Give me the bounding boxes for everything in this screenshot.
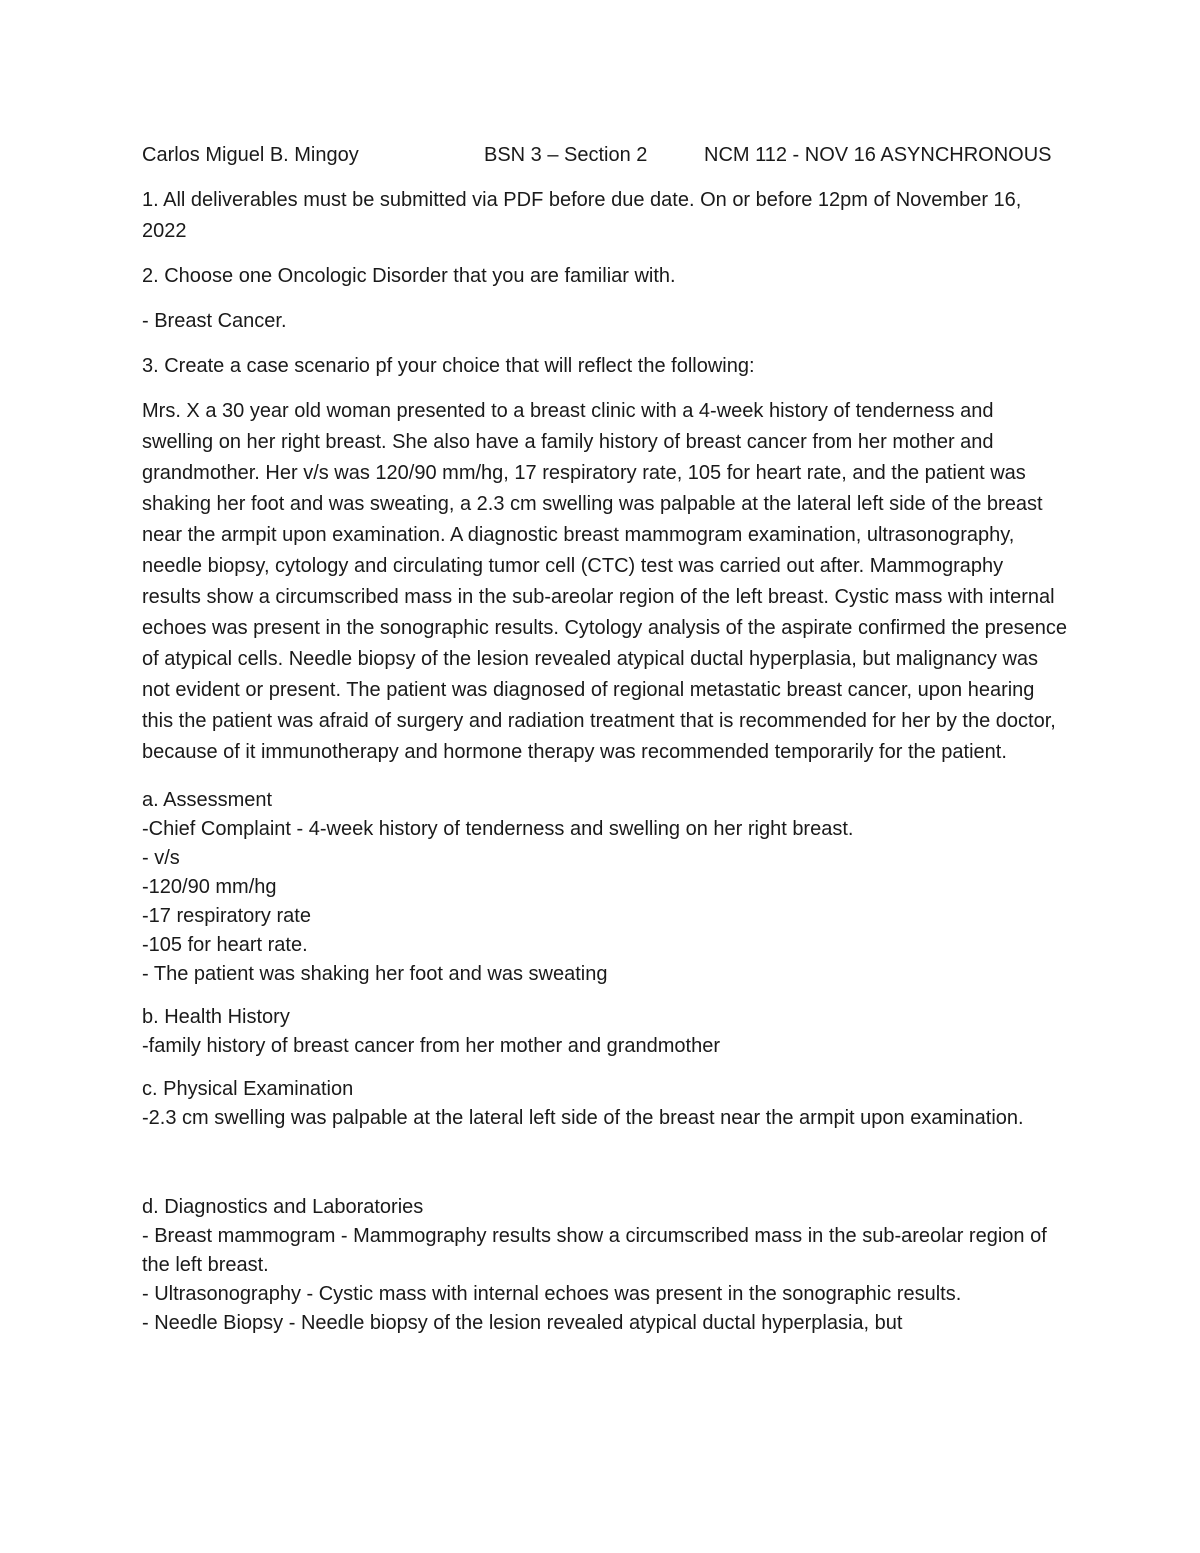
physical-exam-line: -2.3 cm swelling was palpable at the lateral left side of the breast near the armpit upon examination. (142, 1107, 1024, 1129)
section-heading: c. Physical Examination (142, 1078, 354, 1100)
student-name: Carlos Miguel B. Mingoy (142, 144, 359, 166)
course-title: NCM 112 - NOV 16 ASYNCHRONOUS (704, 144, 1052, 166)
diagnostics-section (142, 1193, 1067, 1338)
diagnostics-line: - Needle Biopsy - Needle biopsy of the lesion revealed atypical ductal hyperplasia, but (142, 1312, 903, 1334)
instruction-2: 2. Choose one Oncologic Disorder that you are familiar with. (142, 265, 676, 287)
assessment-line: - The patient was shaking her foot and was sweating (142, 963, 608, 985)
assessment-line: -120/90 mm/hg (142, 876, 277, 898)
health-history-line: -family history of breast cancer from her mother and grandmother (142, 1035, 721, 1057)
assessment-line: -105 for heart rate. (142, 934, 308, 956)
section-heading: d. Diagnostics and Laboratories (142, 1196, 424, 1218)
diagnostics-line: - Ultrasonography - Cystic mass with internal echoes was present in the sonographic results. (142, 1283, 962, 1305)
assessment-section (142, 786, 1067, 989)
instruction-1: 1. All deliverables must be submitted via PDF before due date. On or before 12pm of November 16, 2022 (142, 189, 1022, 242)
instruction-3: 3. Create a case scenario pf your choice that will reflect the following: (142, 355, 755, 377)
health-history-section (142, 1003, 1067, 1061)
physical-exam-section (142, 1075, 1067, 1133)
document-header (142, 140, 1067, 171)
case-scenario: Mrs. X a 30 year old woman presented to a breast clinic with a 4-week history of tenderness and swelling on her right breast. She also have a family history of breast cancer from her mother and grandmother. Her v/s was 120/90 mm/hg, 17 respiratory rate, 105 for heart rate, and the patient was shaking her foot and was sweating, a 2.3 cm swelling was palpable at the lateral left side of the breast near the armpit upon examination. A diagnostic breast mammogram examination, ultrasonography, needle biopsy, cytology and circulating tumor cell (CTC) test was carried out after. Mammography results show a circumscribed mass in the sub-areolar region of the left breast. Cystic mass with internal echoes was present in the sonographic results. Cytology analysis of the aspirate confirmed the presence of atypical cells. Needle biopsy of the lesion revealed atypical ductal hyperplasia, but malignancy was not evident or present. The patient was diagnosed of regional metastatic breast cancer, upon hearing this the patient was afraid of surgery and radiation treatment that is recommended for her by the doctor, because of it immunotherapy and hormone therapy was recommended temporarily for the patient. (142, 400, 1067, 763)
instruction-2-answer: - Breast Cancer. (142, 310, 287, 332)
assessment-line: - v/s (142, 847, 180, 869)
student-section: BSN 3 – Section 2 (484, 144, 648, 166)
assessment-line: -17 respiratory rate (142, 905, 311, 927)
diagnostics-line: - Breast mammogram - Mammography results show a circumscribed mass in the sub-areolar region of the left breast. (142, 1225, 1047, 1276)
document-body (142, 140, 1067, 1352)
assessment-line: -Chief Complaint - 4-week history of tenderness and swelling on her right breast. (142, 818, 854, 840)
section-heading: a. Assessment (142, 789, 273, 811)
section-heading: b. Health History (142, 1006, 290, 1028)
spacer (142, 1147, 1067, 1193)
